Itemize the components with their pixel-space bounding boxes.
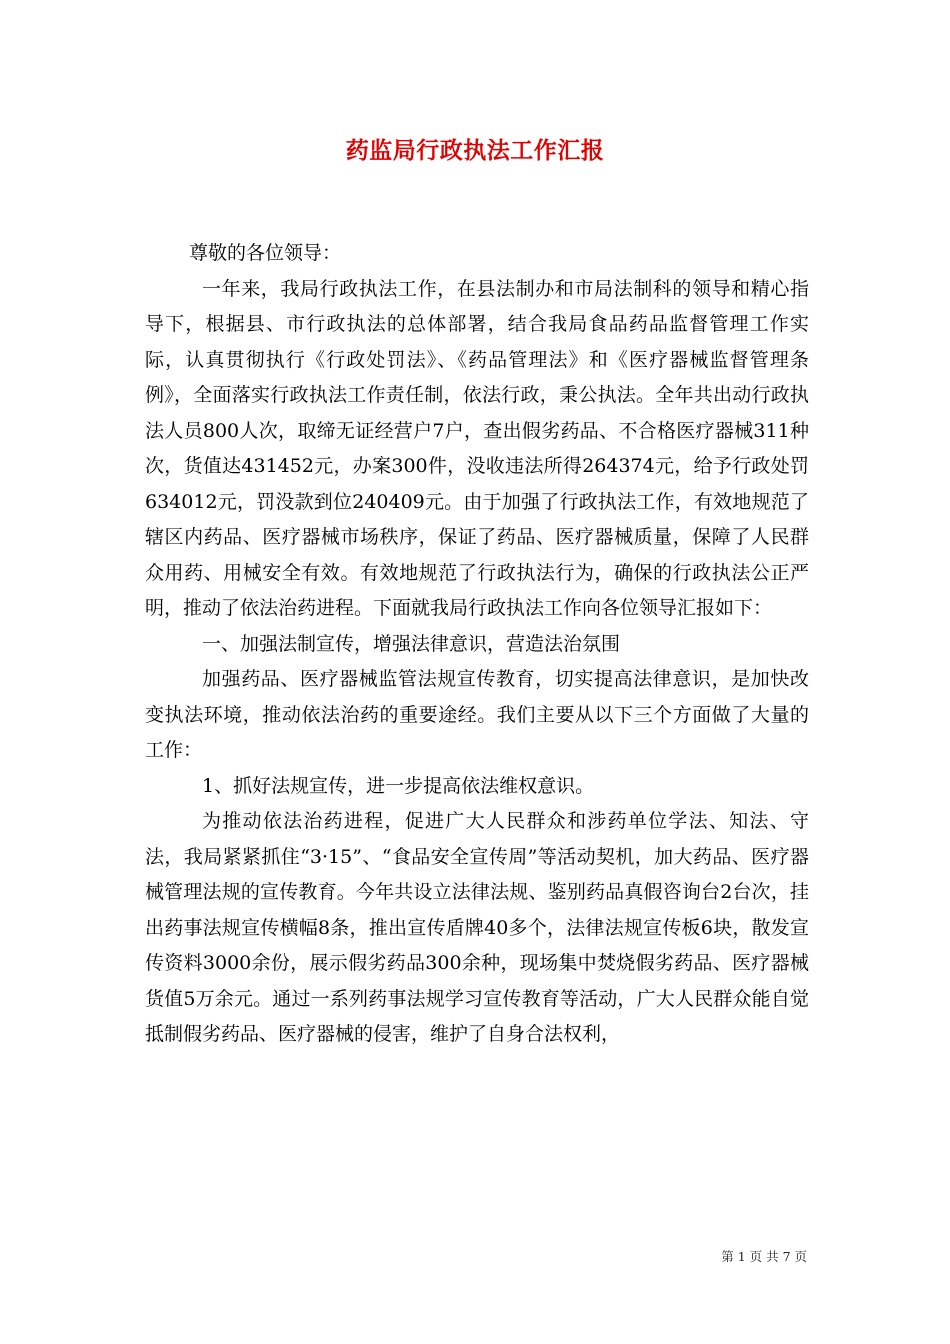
document-body: [145, 236, 809, 1053]
section-1-intro-paragraph: 加强药品、医疗器械监管法规宣传教育，切实提高法律意识，是加快改变执法环境，推动依法治药的重要途经。我们主要从以下三个方面做了大量的工作：: [145, 668, 809, 761]
section-1-heading: 一、加强法制宣传，增强法律意识，营造法治氛围: [202, 632, 621, 655]
greeting: 尊敬的各位领导：: [189, 242, 342, 264]
subsection-1-heading: 1、抓好法规宣传，进一步提高依法维权意识。: [202, 774, 595, 797]
subsection-1-paragraph: 为推动依法治药进程，促进广大人民群众和涉药单位学法、知法、守法，我局紧紧抓住“3·15”、“食品安全宣传周”等活动契机，加大药品、医疗器械管理法规的宣传教育。今年共设立法律法规、鉴别药品真假咨询台2台次，挂出药事法规宣传横幅8条，推出宣传盾牌40多个，法律法规宣传板6块，散发宣传资料3000余份，展示假劣药品300余种，现场集中焚烧假劣药品、医疗器械货值5万余元。通过一系列药事法规学习宣传教育等活动，广大人民群众能自觉抵制假劣药品、医疗器械的侵害，维护了自身合法权利，: [145, 810, 809, 1045]
document-title: 药监局行政执法工作汇报: [345, 137, 605, 164]
intro-paragraph: 一年来，我局行政执法工作，在县法制办和市局法制科的领导和精心指导下，根据县、市行政执法的总体部署，结合我局食品药品监督管理工作实际，认真贯彻执行《行政处罚法》、《药品管理法》和《医疗器械监督管理条例》，全面落实行政执法工作责任制，依法行政，秉公执法。全年共出动行政执法人员800人次，取缔无证经营户7户，查出假劣药品、不合格医疗器械311种次，货值达431452元，办案300件，没收违法所得264374元，给予行政处罚634012元，罚没款到位240409元。由于加强了行政执法工作，有效地规范了辖区内药品、医疗器械市场秩序，保证了药品、医疗器械质量，保障了人民群众用药、用械安全有效。有效地规范了行政执法行为，确保的行政执法公正严明，推动了依法治药进程。下面就我局行政执法工作向各位领导汇报如下：: [145, 277, 809, 619]
page-number-footer: 第 1 页 共 7 页: [721, 1249, 807, 1264]
